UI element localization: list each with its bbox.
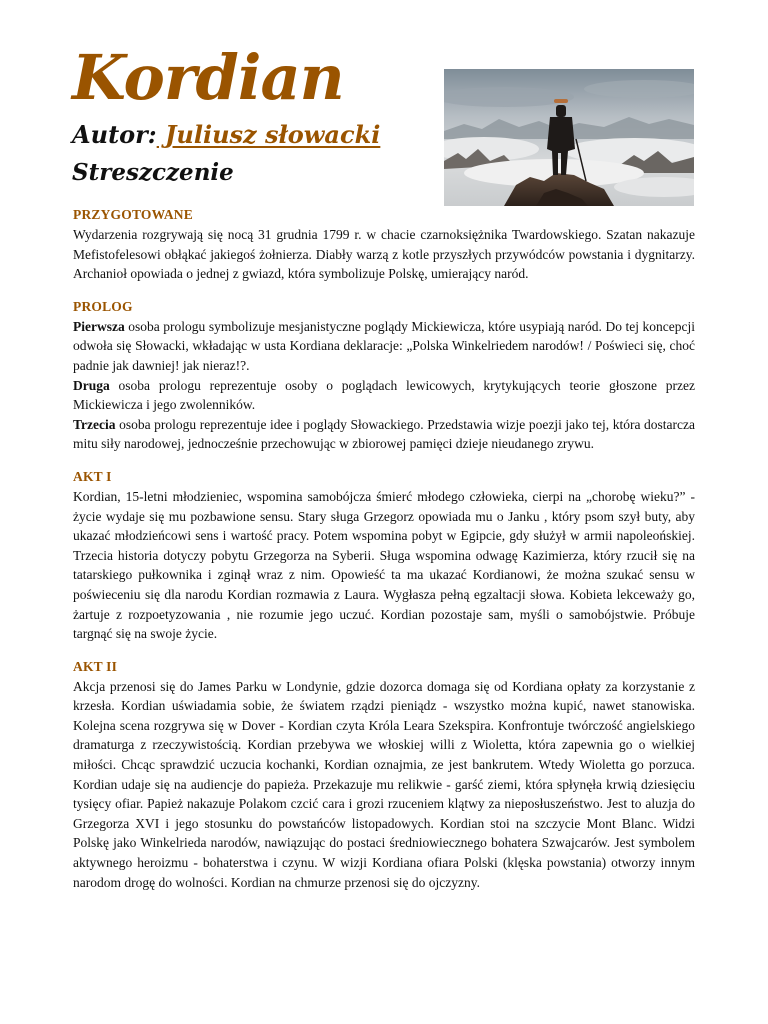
section-paragraph bbox=[73, 317, 695, 376]
section-paragraph: Wydarzenia rozgrywają się nocą 31 grudnia 1799 r. w chacie czarnoksiężnika Twardowskiego. Szatan nakazuje Mefistofelesowi obłąkać jakiegoś żołnierza. Diabły warzą z kotle przyszłych przywódców powstania i dygnitarzy. Archanioł opowiada o jednej z gwiazd, która symbolizuje Polskę, umierający naród. bbox=[73, 227, 695, 282]
paragraph-text: osoba prologu reprezentuje osoby o poglądach lewicowych, krytykujących teorie głoszone przez Mickiewicza i jego zwolenników. bbox=[73, 377, 695, 413]
section-heading: PROLOG bbox=[73, 298, 133, 314]
document-subtitle: Streszczenie bbox=[72, 159, 234, 186]
author-label: Autor: bbox=[72, 120, 157, 149]
cover-painting-image bbox=[444, 69, 694, 206]
section-akt-2 bbox=[73, 658, 695, 893]
section-heading: PRZYGOTOWANE bbox=[73, 207, 193, 222]
document-body bbox=[73, 206, 695, 906]
paragraph-text: osoba prologu symbolizuje mesjanistyczne poglądy Mickiewicza, które usypiają naród. Do tej koncepcji odwoła się Słowacki, wkładając w usta Kordiana deklaracje: „Polska Winkelriedem narodów! / Poświeci się, choć padnie jak dawniej! jak nieraz!?. bbox=[73, 318, 695, 373]
document-title: Kordian bbox=[72, 41, 344, 114]
paragraph-text: osoba prologu reprezentuje idee i poglądy Słowackiego. Przedstawia wizje poezji jako tej, która dostarcza mitu siły narodowej, jednocześnie przechowując w zbiorowej pamięci dzieje nieudanego zrywu. bbox=[73, 416, 695, 452]
bold-term: Pierwsza bbox=[73, 318, 125, 334]
section-paragraph: Akcja przenosi się do James Parku w Londynie, gdzie dozorca domaga się od Kordiana opłaty za korzystanie z krzesła. Kordian uświadamia sobie, że światem rządzi pieniądz - wszystko można kupić, nawet stanowiska. Kolejna scena rozgrywa się w Dover - Kordian czyta Króla Leara Szekspira. Konfrontuje twórczość angielskiego dramaturga z rzeczywistością. Kordian przebywa we włoskiej willi z Wioletta, która zapewnia go o wielkiej miłości. Chcąc sprawdzić uczucia kochanki, Kordian oznajmia, ze jest bankrutem. Wtedy Wioletta go porzuca. Kordian udaje się na audiencje do papieża. Przekazuje mu relikwie - garść ziemi, która spłynęła krwią dziesięciu tysięcy ofiar. Papież nakazuje Polakom czcić cara i grozi rzuceniem klątwy za nieposłuszeństwo. Jest to aluzja do Grzegorza XVI i jego stosunku do powstańców listopadowych. Kordian stoi na szczycie Mont Blanc. Widzi Polskę jako Winkelrieda narodów, nawiązując do postaci średniowiecznego bohatera Szwajcarów. Jest symbolem aktywnego heroizmu - bohaterstwa i czynu. W wizji Kordiana ofiara Polski (klęska powstania) otworzy innym narodom drogę do wolności. Kordian na chmurze przenosi się do ojczyzny. bbox=[73, 678, 695, 890]
bold-term: Druga bbox=[73, 377, 110, 393]
section-heading: AKT II bbox=[73, 658, 118, 674]
section-akt-1 bbox=[73, 468, 695, 644]
section-paragraph bbox=[73, 415, 695, 454]
author-link[interactable]: Juliusz słowacki bbox=[156, 120, 381, 149]
section-paragraph: Kordian, 15-letni młodzieniec, wspomina samobójcza śmierć młodego człowieka, cierpi na „chorobę wieku?” - życie wydaje się mu pozbawione sensu. Stary sługa Grzegorz opowiada mu o Janku , który psom szył buty, aby ukazać młodzieńcowi sens i wartość pracy. Potem wspomina pobyt w Egipcie, gdy służył w armii napoleońskiej. Trzecia historia dotyczy pobytu Grzegorza na Syberii. Sługa wspomina odwagę Kazimierza, który rzucił się na tatarskiego pułkownika i zginął wraz z nim. Opowieść ta ma ukazać Kordianowi, że można szukać sensu w poświeceniu się dla narodu Kordian rozmawia z Laura. Wygłasza pełną egzaltacji słowa. Kobieta lekceważy go, żartuje z rozpoetyzowania , nie rozumie jego uczuć. Kordian pozostaje sam, myśli o samobójstwie. Próbuje targnąć się na swoje życie. bbox=[73, 488, 695, 642]
section-przygotowanie bbox=[73, 206, 695, 284]
document-header bbox=[72, 38, 432, 190]
section-prolog bbox=[73, 298, 695, 454]
section-heading: AKT I bbox=[73, 468, 112, 484]
author-line bbox=[72, 118, 432, 152]
bold-term: Trzecia bbox=[73, 416, 116, 432]
section-paragraph bbox=[73, 376, 695, 415]
